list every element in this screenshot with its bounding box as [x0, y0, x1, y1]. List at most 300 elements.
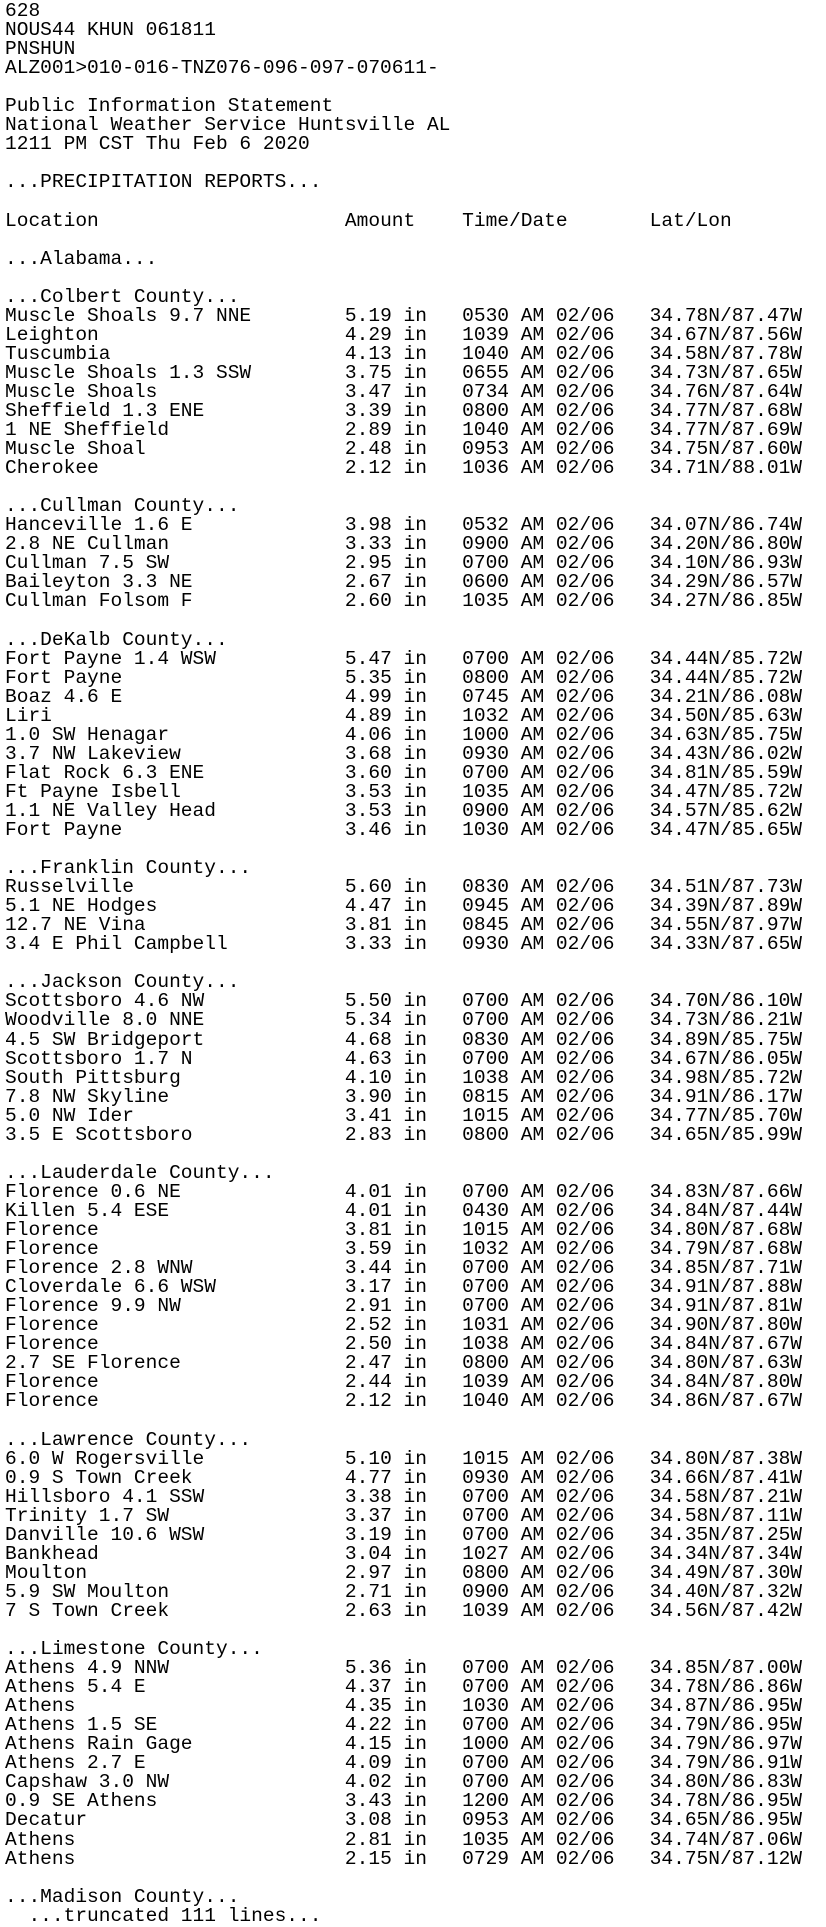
county-heading: ...Franklin County... — [5, 857, 252, 880]
cell-time-date: 1040 AM 02/06 — [462, 342, 650, 365]
cell-amount: 4.29 in — [344, 323, 463, 346]
cell-amount: 3.04 in — [344, 1542, 463, 1565]
cell-amount: 3.68 in — [344, 742, 463, 765]
cell-lat-lon: 34.73N/86.21W — [649, 1009, 803, 1032]
cell-time-date: 1036 AM 02/06 — [462, 457, 650, 480]
cell-location: Bankhead — [5, 1542, 345, 1565]
cell-location: 3.4 E Phil Campbell — [5, 933, 345, 956]
cell-lat-lon: 34.49N/87.30W — [649, 1561, 803, 1584]
cell-amount: 2.83 in — [344, 1123, 463, 1146]
cell-time-date: 0930 AM 02/06 — [462, 1466, 650, 1489]
cell-location: Florence — [5, 1314, 345, 1337]
cell-location: Cullman Folsom F — [5, 590, 345, 613]
cell-location: 0.9 SE Athens — [5, 1790, 345, 1813]
cell-location: Danville 10.6 WSW — [5, 1523, 345, 1546]
cell-amount: 2.95 in — [344, 552, 463, 575]
cell-location: Decatur — [5, 1809, 345, 1832]
header-line: NOUS44 KHUN 061811 — [5, 19, 216, 42]
cell-lat-lon: 34.65N/86.95W — [649, 1809, 803, 1832]
cell-time-date: 0800 AM 02/06 — [462, 399, 650, 422]
cell-amount: 2.91 in — [344, 1295, 463, 1318]
cell-amount: 2.47 in — [344, 1352, 463, 1375]
cell-amount: 2.71 in — [344, 1580, 463, 1603]
cell-amount: 4.06 in — [344, 723, 463, 746]
cell-lat-lon: 34.47N/85.65W — [649, 819, 803, 842]
cell-location: Fort Payne — [5, 819, 345, 842]
cell-amount: 4.68 in — [344, 1028, 463, 1051]
cell-location: Athens 5.4 E — [5, 1676, 345, 1699]
cell-location: Florence — [5, 1390, 345, 1413]
cell-time-date: 0532 AM 02/06 — [462, 514, 650, 537]
cell-location: Florence 2.8 WNW — [5, 1257, 345, 1280]
cell-time-date: 1035 AM 02/06 — [462, 590, 650, 613]
cell-amount: 4.63 in — [344, 1047, 463, 1070]
cell-time-date: 1000 AM 02/06 — [462, 1733, 650, 1756]
cell-amount: 2.52 in — [344, 1314, 463, 1337]
report-row — [5, 1123, 803, 1146]
blank-line — [5, 1411, 802, 1430]
cell-time-date: 0700 AM 02/06 — [462, 1714, 650, 1737]
cell-location: 2.7 SE Florence — [5, 1352, 345, 1375]
county-heading: ...Colbert County... — [5, 285, 240, 308]
cell-amount: 5.47 in — [344, 647, 463, 670]
cell-lat-lon: 34.57N/85.62W — [649, 799, 803, 822]
cell-lat-lon: 34.78N/87.47W — [649, 304, 803, 327]
cell-location: Athens — [5, 1828, 345, 1851]
cell-amount: 3.59 in — [344, 1238, 463, 1261]
cell-location: 0.9 S Town Creek — [5, 1466, 345, 1489]
cell-amount: 5.34 in — [344, 1009, 463, 1032]
column-header-time-date: Time/Date — [462, 209, 650, 232]
cell-location: Woodville 8.0 NNE — [5, 1009, 345, 1032]
cell-amount: 4.15 in — [344, 1733, 463, 1756]
cell-time-date: 1038 AM 02/06 — [462, 1066, 650, 1089]
cell-time-date: 0430 AM 02/06 — [462, 1199, 650, 1222]
cell-location: Muscle Shoals 1.3 SSW — [5, 361, 345, 384]
cell-location: Capshaw 3.0 NW — [5, 1771, 345, 1794]
cell-location: Hanceville 1.6 E — [5, 514, 345, 537]
cell-amount: 2.60 in — [344, 590, 463, 613]
header-line: 628 — [5, 0, 41, 22]
cell-time-date: 0700 AM 02/06 — [462, 1523, 650, 1546]
cell-lat-lon: 34.39N/87.89W — [649, 895, 803, 918]
cell-lat-lon: 34.85N/87.71W — [649, 1257, 803, 1280]
cell-lat-lon: 34.78N/86.86W — [649, 1676, 803, 1699]
header-line: PNSHUN — [5, 38, 76, 61]
cell-location: Trinity 1.7 SW — [5, 1504, 345, 1527]
cell-location: Athens 4.9 NNW — [5, 1657, 345, 1680]
cell-location: Sheffield 1.3 ENE — [5, 399, 345, 422]
cell-lat-lon: 34.80N/87.63W — [649, 1352, 803, 1375]
cell-location: Leighton — [5, 323, 345, 346]
cell-time-date: 1000 AM 02/06 — [462, 723, 650, 746]
cell-time-date: 0930 AM 02/06 — [462, 742, 650, 765]
cell-location: Cullman 7.5 SW — [5, 552, 345, 575]
cell-time-date: 0945 AM 02/06 — [462, 895, 650, 918]
cell-lat-lon: 34.67N/87.56W — [649, 323, 803, 346]
cell-location: Tuscumbia — [5, 342, 345, 365]
cell-lat-lon: 34.29N/86.57W — [649, 571, 803, 594]
precipitation-report — [5, 2, 802, 1926]
cell-location: 7 S Town Creek — [5, 1599, 345, 1622]
cell-lat-lon: 34.58N/87.11W — [649, 1504, 803, 1527]
cell-amount: 3.53 in — [344, 780, 463, 803]
cell-amount: 3.53 in — [344, 799, 463, 822]
cell-time-date: 0900 AM 02/06 — [462, 1580, 650, 1603]
cell-lat-lon: 34.87N/86.95W — [649, 1695, 803, 1718]
cell-time-date: 1032 AM 02/06 — [462, 704, 650, 727]
report-row — [5, 1392, 802, 1411]
county-heading: ...Jackson County... — [5, 971, 240, 994]
cell-time-date: 1040 AM 02/06 — [462, 1390, 650, 1413]
issue-time: 1211 PM CST Thu Feb 6 2020 — [5, 133, 310, 156]
report-row — [5, 821, 802, 840]
blank-line — [5, 231, 802, 250]
cell-amount: 4.22 in — [344, 1714, 463, 1737]
cell-location: 5.0 NW Ider — [5, 1104, 345, 1127]
cell-location: Muscle Shoals — [5, 380, 345, 403]
cell-lat-lon: 34.74N/87.06W — [649, 1828, 803, 1851]
cell-amount: 3.33 in — [344, 533, 463, 556]
cell-time-date: 1015 AM 02/06 — [462, 1219, 650, 1241]
cell-lat-lon: 34.91N/87.81W — [649, 1295, 803, 1318]
cell-lat-lon: 34.63N/85.75W — [649, 723, 803, 746]
cell-lat-lon: 34.33N/87.65W — [649, 933, 803, 956]
cell-location: 12.7 NE Vina — [5, 914, 345, 937]
cell-amount: 3.08 in — [344, 1809, 463, 1832]
cell-location: Flat Rock 6.3 ENE — [5, 761, 345, 784]
cell-time-date: 0830 AM 02/06 — [462, 1028, 650, 1051]
report-row — [5, 1847, 803, 1870]
cell-amount: 3.46 in — [344, 819, 463, 842]
cell-lat-lon: 34.79N/86.91W — [649, 1752, 803, 1775]
cell-location: Florence — [5, 1219, 345, 1241]
cell-time-date: 0700 AM 02/06 — [462, 1180, 650, 1203]
cell-time-date: 1040 AM 02/06 — [462, 419, 650, 442]
cell-time-date: 0700 AM 02/06 — [462, 761, 650, 784]
cell-time-date: 0900 AM 02/06 — [462, 533, 650, 556]
cell-location: Boaz 4.6 E — [5, 685, 345, 708]
cell-amount: 3.98 in — [344, 514, 463, 537]
cell-lat-lon: 34.83N/87.66W — [649, 1180, 803, 1203]
cell-amount: 5.10 in — [344, 1447, 463, 1470]
cell-amount: 3.60 in — [344, 761, 463, 784]
cell-lat-lon: 34.20N/86.80W — [649, 533, 803, 556]
county-heading: ...DeKalb County... — [5, 628, 228, 651]
column-header — [5, 209, 802, 232]
cell-lat-lon: 34.40N/87.32W — [649, 1580, 803, 1603]
cell-location: Muscle Shoal — [5, 438, 345, 461]
cell-time-date: 1038 AM 02/06 — [462, 1333, 650, 1356]
cell-amount: 3.75 in — [344, 361, 463, 384]
cell-location: Ft Payne Isbell — [5, 780, 345, 803]
cell-amount: 4.37 in — [344, 1676, 463, 1699]
cell-lat-lon: 34.77N/87.68W — [649, 399, 803, 422]
cell-location: 5.1 NE Hodges — [5, 895, 345, 918]
cell-time-date: 0734 AM 02/06 — [462, 380, 650, 403]
cell-time-date: 1030 AM 02/06 — [462, 819, 650, 842]
cell-lat-lon: 34.73N/87.65W — [649, 361, 803, 384]
cell-amount: 3.17 in — [344, 1276, 463, 1299]
cell-amount: 2.12 in — [344, 1390, 463, 1413]
cell-lat-lon: 34.91N/87.88W — [649, 1276, 803, 1299]
cell-amount: 2.97 in — [344, 1561, 463, 1584]
cell-location: Russelville — [5, 876, 345, 899]
cell-time-date: 0800 AM 02/06 — [462, 1561, 650, 1584]
cell-lat-lon: 34.79N/86.97W — [649, 1733, 803, 1756]
cell-time-date: 0800 AM 02/06 — [462, 1352, 650, 1375]
county-heading: ...Madison County... — [5, 1885, 240, 1908]
cell-lat-lon: 34.89N/85.75W — [649, 1028, 803, 1051]
cell-amount: 4.10 in — [344, 1066, 463, 1089]
column-header-location: Location — [5, 209, 345, 232]
cell-amount: 2.48 in — [344, 438, 463, 461]
cell-time-date: 0930 AM 02/06 — [462, 933, 650, 956]
cell-lat-lon: 34.79N/87.68W — [649, 1238, 803, 1261]
cell-time-date: 1200 AM 02/06 — [462, 1790, 650, 1813]
cell-amount: 3.90 in — [344, 1085, 463, 1108]
cell-time-date: 0700 AM 02/06 — [462, 1752, 650, 1775]
cell-lat-lon: 34.65N/85.99W — [649, 1123, 803, 1146]
cell-lat-lon: 34.77N/87.69W — [649, 419, 803, 442]
cell-location: Athens — [5, 1695, 345, 1718]
cell-lat-lon: 34.34N/87.34W — [649, 1542, 803, 1565]
cell-lat-lon: 34.80N/87.38W — [649, 1447, 803, 1470]
cell-amount: 2.63 in — [344, 1599, 463, 1622]
truncation-note: ...truncated 111 lines... — [5, 1904, 322, 1927]
cell-lat-lon: 34.80N/86.83W — [649, 1771, 803, 1794]
cell-amount: 3.37 in — [344, 1504, 463, 1527]
issuing-office: National Weather Service Huntsville AL — [5, 114, 451, 137]
cell-location: 7.8 NW Skyline — [5, 1085, 345, 1108]
cell-lat-lon: 34.70N/86.10W — [649, 990, 803, 1013]
cell-amount: 4.77 in — [344, 1466, 463, 1489]
blank-line — [5, 1869, 802, 1888]
cell-time-date: 0953 AM 02/06 — [462, 1809, 650, 1832]
blank-line — [5, 612, 802, 631]
cell-location: 1.1 NE Valley Head — [5, 799, 345, 822]
cell-amount: 2.12 in — [344, 457, 463, 480]
cell-location: Florence 0.6 NE — [5, 1180, 345, 1203]
cell-lat-lon: 34.90N/87.80W — [649, 1314, 803, 1337]
cell-amount: 3.41 in — [344, 1104, 463, 1127]
cell-location: Florence — [5, 1371, 345, 1394]
cell-time-date: 0700 AM 02/06 — [462, 1771, 650, 1794]
cell-location: 5.9 SW Moulton — [5, 1580, 345, 1603]
cell-time-date: 1015 AM 02/06 — [462, 1447, 650, 1470]
cell-time-date: 1035 AM 02/06 — [462, 780, 650, 803]
cell-lat-lon: 34.35N/87.25W — [649, 1523, 803, 1546]
cell-time-date: 1030 AM 02/06 — [462, 1695, 650, 1718]
cell-lat-lon: 34.84N/87.67W — [649, 1333, 803, 1356]
cell-time-date: 0700 AM 02/06 — [462, 990, 650, 1013]
cell-amount: 4.35 in — [344, 1695, 463, 1718]
cell-amount: 3.19 in — [344, 1523, 463, 1546]
cell-amount: 2.67 in — [344, 571, 463, 594]
blank-line — [5, 269, 802, 288]
cell-location: Moulton — [5, 1561, 345, 1584]
cell-lat-lon: 34.44N/85.72W — [649, 666, 803, 689]
cell-lat-lon: 34.58N/87.21W — [649, 1485, 803, 1508]
column-header-lat-lon: Lat/Lon — [649, 209, 732, 232]
cell-lat-lon: 34.75N/87.12W — [649, 1847, 803, 1870]
cell-amount: 3.38 in — [344, 1485, 463, 1508]
cell-location: 2.8 NE Cullman — [5, 533, 345, 556]
cell-amount: 4.99 in — [344, 685, 463, 708]
cell-lat-lon: 34.66N/87.41W — [649, 1466, 803, 1489]
cell-amount: 4.09 in — [344, 1752, 463, 1775]
cell-amount: 5.35 in — [344, 666, 463, 689]
cell-amount: 2.50 in — [344, 1333, 463, 1356]
cell-location: Liri — [5, 704, 345, 727]
cell-time-date: 0700 AM 02/06 — [462, 1657, 650, 1680]
cell-location: Florence 9.9 NW — [5, 1295, 345, 1318]
blank-line — [5, 1145, 802, 1164]
cell-time-date: 0700 AM 02/06 — [462, 1009, 650, 1032]
cell-location: Cherokee — [5, 457, 345, 480]
cell-lat-lon: 34.07N/86.74W — [649, 514, 803, 537]
cell-time-date: 0600 AM 02/06 — [462, 571, 650, 594]
cell-time-date: 1039 AM 02/06 — [462, 323, 650, 346]
cell-location: 3.5 E Scottsboro — [5, 1123, 345, 1146]
cell-lat-lon: 34.85N/87.00W — [649, 1657, 803, 1680]
cell-time-date: 0800 AM 02/06 — [462, 1123, 650, 1146]
cell-lat-lon: 34.50N/85.63W — [649, 704, 803, 727]
cell-lat-lon: 34.55N/87.97W — [649, 914, 803, 937]
cell-amount: 2.44 in — [344, 1371, 463, 1394]
cell-time-date: 1027 AM 02/06 — [462, 1542, 650, 1565]
cell-location: Scottsboro 1.7 N — [5, 1047, 345, 1070]
cell-amount: 2.15 in — [344, 1847, 463, 1870]
cell-time-date: 0700 AM 02/06 — [462, 1295, 650, 1318]
report-row — [5, 592, 802, 611]
cell-time-date: 0729 AM 02/06 — [462, 1847, 650, 1870]
cell-amount: 4.02 in — [344, 1771, 463, 1794]
cell-lat-lon: 34.56N/87.42W — [649, 1599, 803, 1622]
section-title: ...PRECIPITATION REPORTS... — [5, 171, 322, 194]
cell-amount: 4.89 in — [344, 704, 463, 727]
cell-time-date: 0845 AM 02/06 — [462, 914, 650, 937]
cell-time-date: 0700 AM 02/06 — [462, 1504, 650, 1527]
cell-location: Athens Rain Gage — [5, 1733, 345, 1756]
cell-lat-lon: 34.98N/85.72W — [649, 1066, 803, 1089]
cell-time-date: 1032 AM 02/06 — [462, 1238, 650, 1261]
cell-amount: 3.44 in — [344, 1257, 463, 1280]
cell-amount: 3.33 in — [344, 933, 463, 956]
cell-lat-lon: 34.91N/86.17W — [649, 1085, 803, 1108]
cell-location: Fort Payne 1.4 WSW — [5, 647, 345, 670]
cell-lat-lon: 34.84N/87.80W — [649, 1371, 803, 1394]
cell-time-date: 0700 AM 02/06 — [462, 1676, 650, 1699]
cell-time-date: 0530 AM 02/06 — [462, 304, 650, 327]
cell-amount: 4.47 in — [344, 895, 463, 918]
county-heading: ...Lauderdale County... — [5, 1161, 275, 1184]
cell-lat-lon: 34.58N/87.78W — [649, 342, 803, 365]
cell-time-date: 0700 AM 02/06 — [462, 1276, 650, 1299]
cell-lat-lon: 34.43N/86.02W — [649, 742, 803, 765]
cell-location: 1 NE Sheffield — [5, 419, 345, 442]
cell-lat-lon: 34.10N/86.93W — [649, 552, 803, 575]
county-heading: ...Limestone County... — [5, 1638, 263, 1661]
cell-time-date: 0815 AM 02/06 — [462, 1085, 650, 1108]
cell-lat-lon: 34.47N/85.72W — [649, 780, 803, 803]
cell-amount: 2.89 in — [344, 419, 463, 442]
cell-lat-lon: 34.21N/86.08W — [649, 685, 803, 708]
cell-time-date: 0700 AM 02/06 — [462, 1257, 650, 1280]
cell-location: Florence — [5, 1333, 345, 1356]
cell-location: Athens 1.5 SE — [5, 1714, 345, 1737]
cell-lat-lon: 34.84N/87.44W — [649, 1199, 803, 1222]
cell-time-date: 0700 AM 02/06 — [462, 552, 650, 575]
cell-time-date: 0900 AM 02/06 — [462, 799, 650, 822]
report-row — [5, 1599, 803, 1622]
cell-time-date: 0655 AM 02/06 — [462, 361, 650, 384]
cell-lat-lon: 34.78N/86.95W — [649, 1790, 803, 1813]
cell-amount: 5.36 in — [344, 1657, 463, 1680]
statement-title: Public Information Statement — [5, 95, 334, 118]
cell-location: Athens 2.7 E — [5, 1752, 345, 1775]
cell-time-date: 0953 AM 02/06 — [462, 438, 650, 461]
cell-location: Muscle Shoals 9.7 NNE — [5, 304, 345, 327]
cell-location: 3.7 NW Lakeview — [5, 742, 345, 765]
cell-location: Fort Payne — [5, 666, 345, 689]
cell-amount: 3.43 in — [344, 1790, 463, 1813]
cell-time-date: 1031 AM 02/06 — [462, 1314, 650, 1337]
state-heading: ...Alabama... — [5, 247, 158, 270]
cell-location: Hillsboro 4.1 SSW — [5, 1485, 345, 1508]
cell-lat-lon: 34.77N/85.70W — [649, 1104, 803, 1127]
cell-location: 6.0 W Rogersville — [5, 1447, 345, 1470]
cell-location: Killen 5.4 ESE — [5, 1199, 345, 1222]
cell-amount: 2.81 in — [344, 1828, 463, 1851]
cell-time-date: 1039 AM 02/06 — [462, 1371, 650, 1394]
cell-lat-lon: 34.27N/86.85W — [649, 590, 803, 613]
cell-time-date: 0700 AM 02/06 — [462, 1047, 650, 1070]
cell-lat-lon: 34.67N/86.05W — [649, 1047, 803, 1070]
cell-location: Baileyton 3.3 NE — [5, 571, 345, 594]
cell-location: South Pittsburg — [5, 1066, 345, 1089]
cell-time-date: 1035 AM 02/06 — [462, 1828, 650, 1851]
cell-location: Athens — [5, 1847, 345, 1870]
column-header-amount: Amount — [344, 209, 463, 232]
cell-lat-lon: 34.86N/87.67W — [649, 1390, 803, 1413]
cell-amount: 3.81 in — [344, 1219, 463, 1241]
cell-lat-lon: 34.71N/88.01W — [649, 457, 803, 480]
cell-amount: 4.13 in — [344, 342, 463, 365]
header-line: ALZ001>010-016-TNZ076-096-097-070611- — [5, 57, 439, 80]
cell-time-date: 1015 AM 02/06 — [462, 1104, 650, 1127]
cell-location: 4.5 SW Bridgeport — [5, 1028, 345, 1051]
cell-location: Florence — [5, 1238, 345, 1261]
cell-location: Cloverdale 6.6 WSW — [5, 1276, 345, 1299]
cell-lat-lon: 34.44N/85.72W — [649, 647, 803, 670]
cell-time-date: 0800 AM 02/06 — [462, 666, 650, 689]
cell-amount: 5.19 in — [344, 304, 463, 327]
cell-lat-lon: 34.75N/87.60W — [649, 438, 803, 461]
cell-lat-lon: 34.80N/87.68W — [649, 1219, 803, 1241]
cell-lat-lon: 34.76N/87.64W — [649, 380, 803, 403]
cell-location: 1.0 SW Henagar — [5, 723, 345, 746]
cell-lat-lon: 34.81N/85.59W — [649, 761, 803, 784]
cell-amount: 3.39 in — [344, 399, 463, 422]
cell-time-date: 0700 AM 02/06 — [462, 1485, 650, 1508]
county-heading: ...Cullman County... — [5, 495, 240, 518]
cell-amount: 5.50 in — [344, 990, 463, 1013]
report-row — [5, 459, 802, 478]
cell-time-date: 0745 AM 02/06 — [462, 685, 650, 708]
cell-amount: 4.01 in — [344, 1180, 463, 1203]
cell-amount: 4.01 in — [344, 1199, 463, 1222]
